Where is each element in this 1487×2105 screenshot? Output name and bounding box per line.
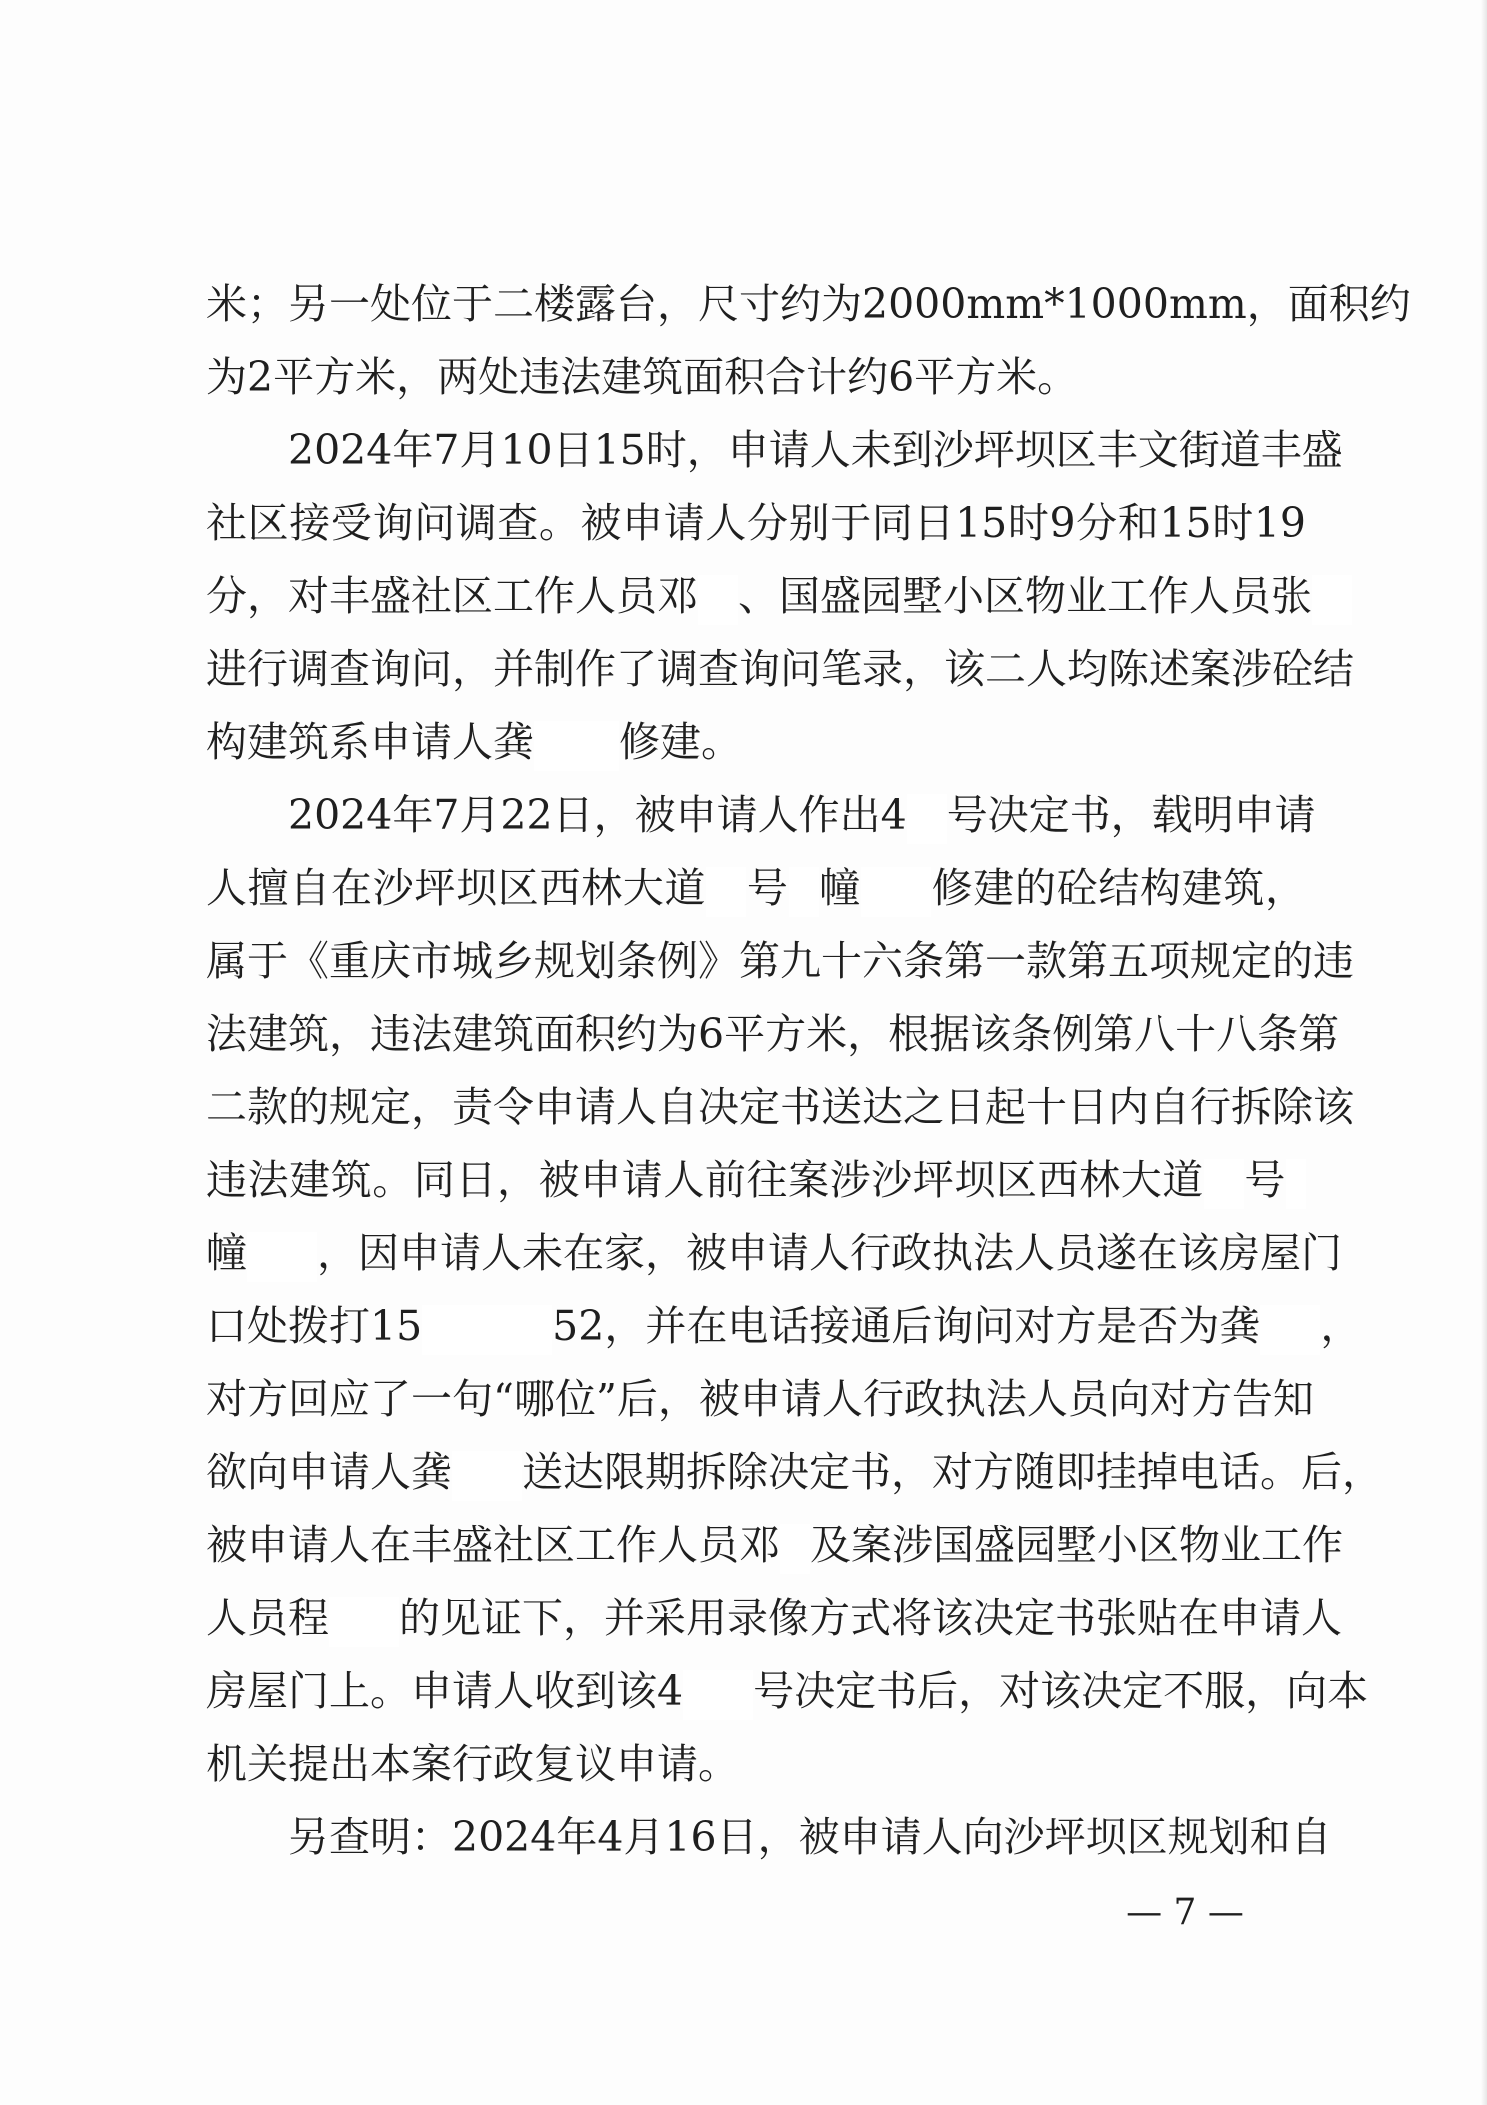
redaction-mark [247, 1232, 317, 1282]
redaction-mark [452, 1451, 522, 1501]
text-line: 社区接受询问调查。被申请人分别于同日15时9分和15时19 [206, 499, 1306, 547]
text-line: 进行调查询问，并制作了调查询问笔录，该二人均陈述案涉砼结 [206, 645, 1354, 693]
text-line: 被申请人在丰盛社区工作人员邓 及案涉国盛园墅小区物业工作 [206, 1509, 1306, 1582]
text-line: 属于《重庆市城乡规划条例》第九十六条第一款第五项规定的违 [206, 937, 1354, 985]
text-line: 米；另一处位于二楼露台，尺寸约为2000mm*1000mm，面积约 [206, 280, 1411, 328]
text-line: 人员程 的见证下，并采用录像方式将该决定书张贴在申请人 [206, 1582, 1306, 1655]
text-line: 另查明：2024年4月16日，被申请人向沙坪坝区规划和自 [288, 1813, 1332, 1861]
page-number: — 7 — [1126, 1892, 1244, 1933]
redaction-mark [706, 867, 746, 917]
redaction-mark [422, 1305, 552, 1355]
text-line: 二款的规定，责令申请人自决定书送达之日起十日内自行拆除该 [206, 1083, 1354, 1131]
text-line: 口处拨打15 52，并在电话接通后询问对方是否为龚 ， [206, 1290, 1306, 1363]
redaction-mark [1204, 1159, 1244, 1209]
text-line: 机关提出本案行政复议申请。 [206, 1740, 739, 1788]
redaction-mark [780, 1524, 810, 1574]
scan-edge-shadow [1481, 0, 1487, 2105]
redaction-mark [534, 721, 619, 771]
text-line: 违法建筑。同日，被申请人前往案涉沙坪坝区西林大道 号 [206, 1144, 1306, 1217]
document-body [206, 268, 1411, 1874]
text-line: 2024年7月22日，被申请人作出4 号决定书，载明申请 [206, 779, 1306, 852]
redaction-mark [789, 867, 819, 917]
redaction-mark [861, 867, 931, 917]
text-line: 为2平方米，两处违法建筑面积合计约6平方米。 [206, 353, 1079, 401]
text-line: 人擅自在沙坪坝区西林大道 号 幢 修建的砼结构建筑， [206, 852, 1306, 925]
text-line: 房屋门上。申请人收到该4 号决定书后，对该决定不服，向本 [206, 1655, 1306, 1728]
redaction-mark [1260, 1305, 1320, 1355]
text-line: 幢 ，因申请人未在家，被申请人行政执法人员遂在该房屋门 [206, 1217, 1306, 1290]
redaction-mark [698, 575, 738, 625]
text-line: 2024年7月10日15时，申请人未到沙坪坝区丰文街道丰盛 [288, 426, 1343, 474]
text-line: 构建筑系申请人龚 修建。 [206, 706, 1306, 779]
redaction-mark [1286, 1159, 1306, 1209]
text-line: 分，对丰盛社区工作人员邓 、国盛园墅小区物业工作人员张 [206, 560, 1306, 633]
redaction-mark [907, 794, 947, 844]
redaction-mark [683, 1670, 753, 1720]
text-line: 法建筑，违法建筑面积约为6平方米，根据该条例第八十八条第 [206, 1010, 1340, 1058]
text-line: 欲向申请人龚 送达限期拆除决定书，对方随即挂掉电话。后， [206, 1436, 1306, 1509]
redaction-mark [1312, 575, 1352, 625]
redaction-mark [329, 1597, 399, 1647]
text-line: 对方回应了一句“哪位”后，被申请人行政执法人员向对方告知 [206, 1375, 1314, 1423]
